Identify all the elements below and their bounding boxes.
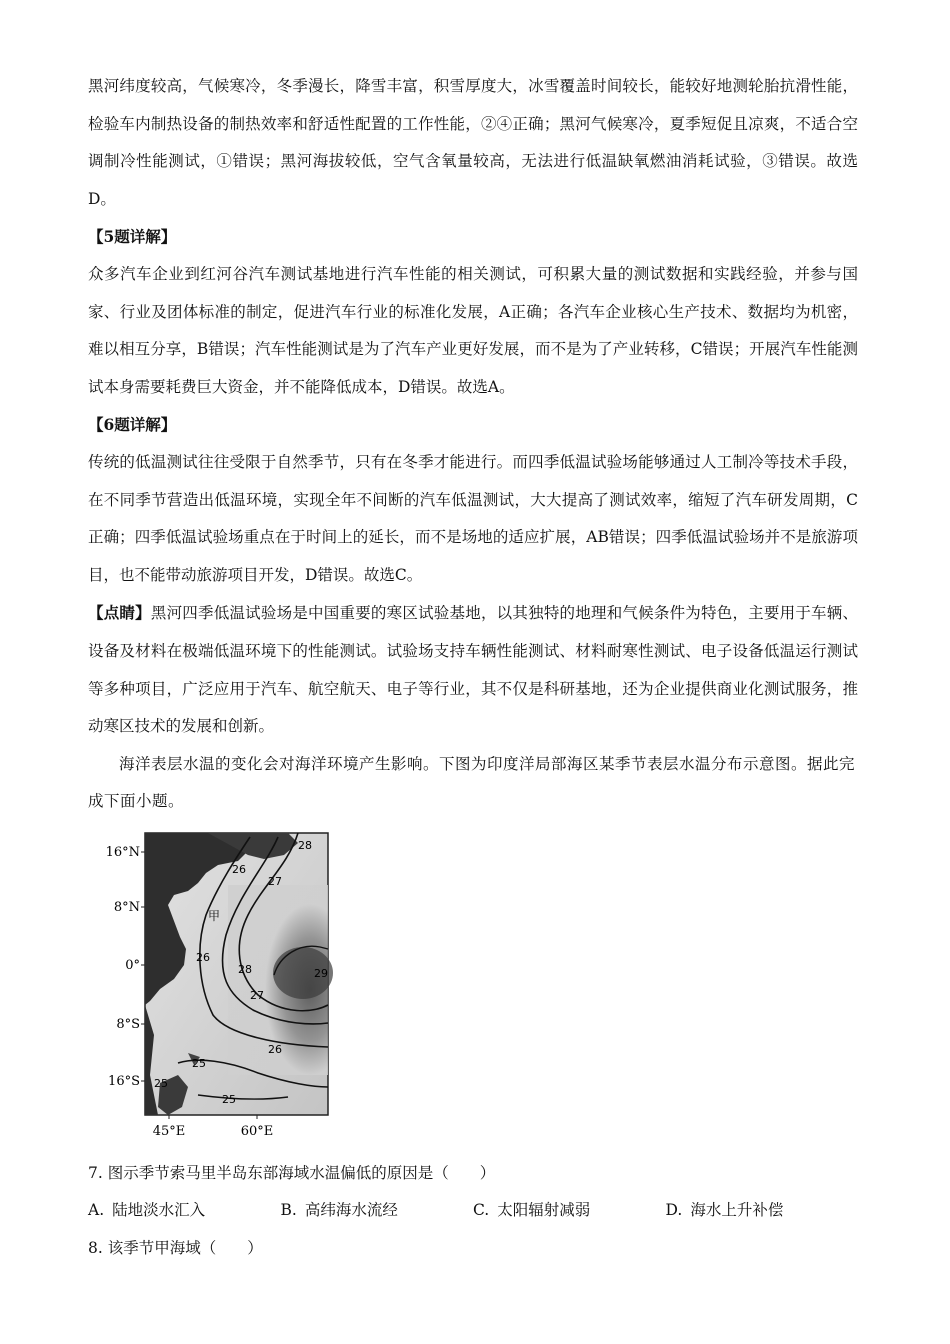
answer-paragraph-q5: 众多汽车企业到红河谷汽车测试基地进行汽车性能的相关测试，可积累大量的测试数据和实践经验，并参与国家、行业及团体标准的制定，促进汽车行业的标准化发展，A正确；各汽车企业核心生产技术、数据均为机密，难以相互分享，B错误；汽车性能测试是为了汽车产业更好发展，而不是为了产业转移，C错误；开展汽车性能测试本身需要耗费巨大资金，并不能降低成本，D错误。故选A。 bbox=[88, 264, 858, 396]
lat-label: 0° bbox=[125, 957, 140, 973]
document-page bbox=[88, 68, 858, 1268]
sst-map-figure bbox=[88, 825, 388, 1155]
isotherm-label: 29 bbox=[314, 966, 328, 980]
option-key: B. bbox=[280, 1201, 297, 1220]
option-text: 陆地淡水汇入 bbox=[112, 1201, 206, 1220]
option-text: 高纬海水流经 bbox=[304, 1201, 398, 1220]
option-key: D. bbox=[665, 1201, 683, 1220]
answer-paragraph-q4: 黑河纬度较高，气候寒冷，冬季漫长，降雪丰富，积雪厚度大，冰雪覆盖时间较长，能较好地测轮胎抗滑性能，检验车内制热设备的制热效率和舒适性配置的工作性能，②④正确；黑河气候寒冷，夏季短促且凉爽，不适合空调制冷性能测试，①错误；黑河海拔较低，空气含氧量较高，无法进行低温缺氧燃油消耗试验，③错误。故选D。 bbox=[88, 77, 858, 208]
sst-map bbox=[88, 825, 388, 1155]
isotherm-label: 25 bbox=[222, 1092, 236, 1106]
dianjing-text: 黑河四季低温试验场是中国重要的寒区试验基地，以其独特的地理和气候条件为特色，主要用于车辆、设备及材料在极端低温环境下的性能测试。试验场支持车辆性能测试、材料耐寒性测试、电子设备低温运行测试等多种项目，广泛应用于汽车、航空航天、电子等行业，其不仅是科研基地，还为企业提供商业化测试服务，推动寒区技术的发展和创新。 bbox=[88, 604, 858, 736]
lat-label: 8°S bbox=[116, 1016, 140, 1032]
lat-label: 8°N bbox=[113, 899, 140, 915]
isotherm-label: 28 bbox=[298, 838, 312, 852]
isotherm-label: 25 bbox=[192, 1056, 206, 1070]
lon-label: 45°E bbox=[152, 1123, 186, 1139]
option-d[interactable] bbox=[666, 1192, 859, 1230]
lat-label: 16°S bbox=[108, 1073, 140, 1089]
lon-label: 60°E bbox=[240, 1123, 274, 1139]
option-text: 太阳辐射减弱 bbox=[497, 1201, 591, 1220]
isotherm-label: 26 bbox=[268, 1042, 282, 1056]
option-b[interactable] bbox=[281, 1192, 474, 1230]
option-text: 海水上升补偿 bbox=[690, 1201, 784, 1220]
option-key: A. bbox=[88, 1201, 105, 1220]
place-label-jia: 甲 bbox=[208, 908, 221, 923]
isotherm-label: 26 bbox=[232, 862, 246, 876]
isotherm-label: 26 bbox=[196, 950, 210, 964]
lat-label: 16°N bbox=[105, 844, 140, 860]
option-key: C. bbox=[473, 1201, 490, 1220]
question-7-options bbox=[88, 1192, 858, 1230]
option-c[interactable] bbox=[473, 1192, 666, 1230]
question-7-stem: 7. 图示季节索马里半岛东部海域水温偏低的原因是（ ） bbox=[88, 1163, 496, 1182]
isotherm-label: 27 bbox=[268, 874, 282, 888]
heading-q5-detail: 【5题详解】 bbox=[88, 227, 177, 247]
isotherm-label: 25 bbox=[154, 1076, 168, 1090]
question-8-stem: 8. 该季节甲海域（ ） bbox=[88, 1239, 263, 1258]
isotherm-label: 27 bbox=[250, 988, 264, 1002]
material-intro: 海洋表层水温的变化会对海洋环境产生影响。下图为印度洋局部海区某季节表层水温分布示意图。据此完成下面小题。 bbox=[88, 754, 856, 811]
option-a[interactable] bbox=[88, 1192, 281, 1230]
answer-paragraph-q6: 传统的低温测试往往受限于自然季节，只有在冬季才能进行。而四季低温试验场能够通过人工制冷等技术手段，在不同季节营造出低温环境，实现全年不间断的汽车低温测试，大大提高了测试效率，缩短了汽车研发周期，C正确；四季低温试验场重点在于时间上的延长，而不是场地的适应扩展，AB错误；四季低温试验场并不是旅游项目，也不能带动旅游项目开发，D错误。故选C。 bbox=[88, 452, 858, 584]
dianjing-paragraph bbox=[88, 594, 858, 745]
heading-q6-detail: 【6题详解】 bbox=[88, 415, 177, 435]
isotherm-label: 28 bbox=[238, 962, 252, 976]
dianjing-label: 【点睛】 bbox=[88, 603, 151, 623]
